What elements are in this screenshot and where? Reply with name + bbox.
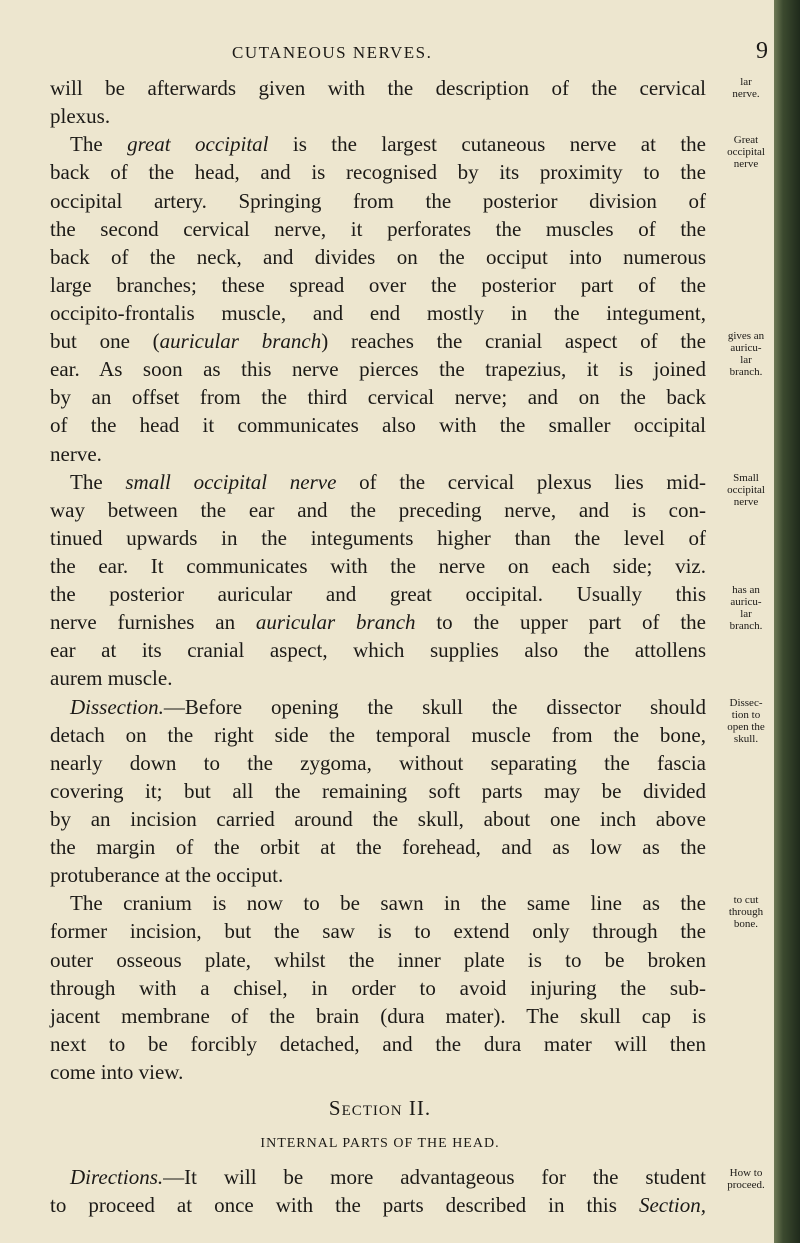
text-line: the second cervical nerve, it perforates the muscles of the [50, 217, 706, 241]
margin-note: How to proceed. [727, 1167, 765, 1191]
text-line: by an incision carried around the skull, about one inch above [50, 807, 706, 831]
term-dissection: Dissection. [70, 695, 164, 719]
running-head: CUTANEOUS NERVES. [232, 43, 433, 62]
text-line: The cranium is now to be sawn in the same line as the [70, 891, 706, 915]
text-line: detach on the right side the temporal muscle from the bone, [50, 723, 706, 747]
text-line: aurem muscle. [50, 666, 173, 690]
term-small-occipital-nerve: small occipital nerve [125, 470, 337, 494]
text-line: next to be forcibly detached, and the dura mater will then [50, 1032, 706, 1056]
text-line: of the head it communicates also with the smaller occipital [50, 413, 706, 437]
text-line: back of the head, and is recognised by its proximity to the [50, 160, 706, 184]
text-line: protuberance at the occiput. [50, 863, 284, 887]
text-line: occipito-frontalis muscle, and end mostly in the integument, [50, 301, 706, 325]
text-line: the ear. It communicates with the nerve on each side; viz. [50, 554, 706, 578]
text-line: The great occipital is the largest cutaneous nerve at the [70, 132, 706, 156]
page-number: 9 [756, 38, 768, 64]
text-line: to proceed at once with the parts described in this Section, [50, 1193, 706, 1217]
term-great-occipital: great occipital [127, 132, 269, 156]
text-line: occipital artery. Springing from the posterior division of [50, 189, 706, 213]
text-line: large branches; these spread over the posterior part of the [50, 273, 706, 297]
text-line: the posterior auricular and great occipital. Usually this [50, 582, 706, 606]
text-line: nerve furnishes an auricular branch to the upper part of the [50, 610, 706, 634]
text-line: the margin of the orbit at the forehead, and as low as the [50, 835, 706, 859]
text-line: plexus. [50, 104, 111, 128]
margin-note: to cut through bone. [728, 894, 764, 930]
text-line: nearly down to the zygoma, without separating the fascia [50, 751, 706, 775]
margin-note: has an auricu- lar branch. [729, 584, 763, 632]
text-line: The small occipital nerve of the cervical plexus lies mid- [70, 470, 706, 494]
term-auricular-branch: auricular branch [159, 329, 322, 353]
text-line: former incision, but the saw is to extend only through the [50, 919, 706, 943]
margin-note: Small occipital nerve [727, 472, 765, 508]
margin-note: lar nerve. [732, 76, 760, 100]
text-line: back of the neck, and divides on the occiput into numerous [50, 245, 706, 269]
text-line: through with a chisel, in order to avoid injuring the sub- [50, 976, 706, 1000]
text-line: but one (auricular branch) reaches the cranial aspect of the [50, 329, 707, 353]
text-line: come into view. [50, 1060, 184, 1084]
term-auricular-branch: auricular branch [255, 610, 416, 634]
text-line: jacent membrane of the brain (dura mater). The skull cap is [50, 1004, 706, 1028]
text-line: nerve. [50, 442, 102, 466]
text-line: Dissection.—Before opening the skull the dissector should [70, 695, 706, 719]
text-line: will be afterwards given with the description of the cervical [50, 76, 706, 100]
subsection-heading: INTERNAL PARTS OF THE HEAD. [260, 1136, 500, 1151]
text-line: tinued upwards in the integuments higher than the level of [50, 526, 706, 550]
margin-note: gives an auricu- lar branch. [727, 330, 765, 378]
margin-note: Great occipital nerve [727, 134, 765, 170]
text-line: covering it; but all the remaining soft parts may be divided [50, 779, 706, 803]
term-directions: Directions. [70, 1165, 164, 1189]
text-line: way between the ear and the preceding nerve, and is con- [50, 498, 706, 522]
margin-note: Dissec- tion to open the skull. [727, 697, 765, 745]
text-line: Directions.—It will be more advantageous for the student [70, 1165, 706, 1189]
text-line: ear at its cranial aspect, which supplies also the attollens [50, 638, 706, 662]
text-line: outer osseous plate, whilst the inner plate is to be broken [50, 948, 706, 972]
term-section: Section, [638, 1193, 706, 1217]
text-line: ear. As soon as this nerve pierces the trapezius, it is joined [50, 357, 706, 381]
section-heading: Section II. [328, 1096, 432, 1120]
text-line: by an offset from the third cervical nerve; and on the back [50, 385, 706, 409]
